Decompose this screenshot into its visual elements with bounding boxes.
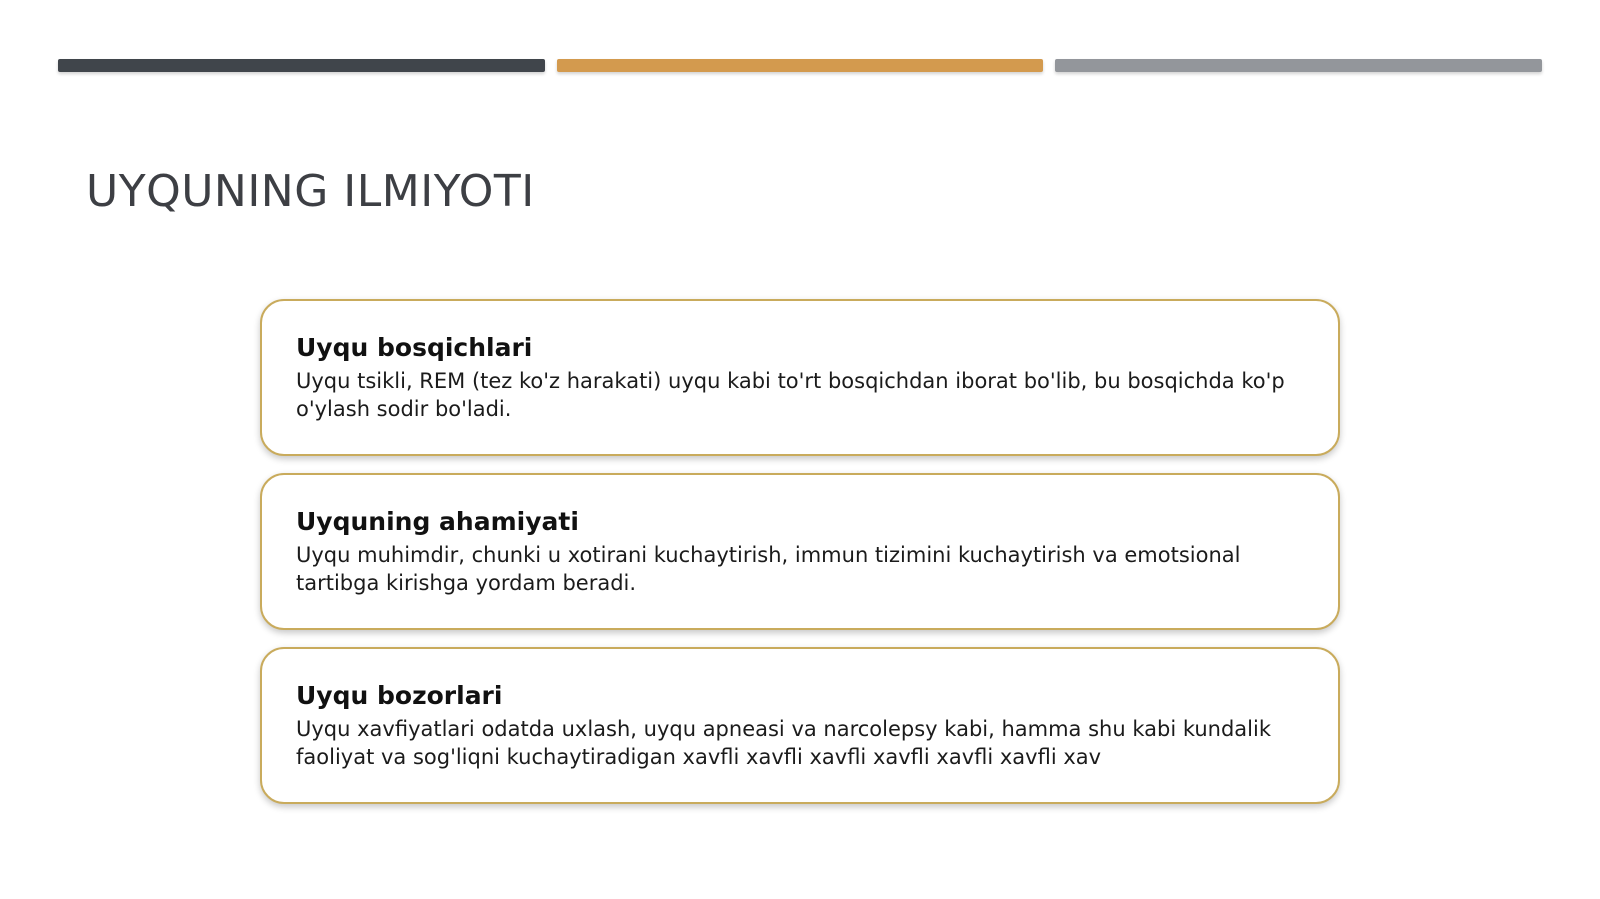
card-heading: Uyqu bosqichlari (296, 333, 533, 362)
card-sleep-disorders (260, 647, 1340, 804)
card-body: Uyqu tsikli, REM (tez ko'z harakati) uyqu kabi to'rt bosqichdan iborat bo'lib, bu bosqichda ko'p o'ylash sodir bo'ladi. (296, 369, 1285, 421)
card-heading: Uyquning ahamiyati (296, 507, 579, 536)
accent-bar-dark (58, 59, 545, 72)
card-body: Uyqu xavfiyatlari odatda uxlash, uyqu apneasi va narcolepsy kabi, hamma shu kabi kundalik faoliyat va sog'liqni kuchaytiradigan xavfli xavfli xavfli xavfli xavfli xavfli xav (296, 717, 1271, 769)
card-sleep-importance (260, 473, 1340, 630)
card-heading: Uyqu bozorlari (296, 681, 503, 710)
accent-bar-gray (1055, 59, 1542, 72)
slide-title: UYQUNING ILMIYOTI (86, 166, 535, 217)
accent-bar-orange (557, 59, 1043, 72)
card-sleep-stages (260, 299, 1340, 456)
content-cards (260, 299, 1340, 821)
card-body: Uyqu muhimdir, chunki u xotirani kuchaytirish, immun tizimini kuchaytirish va emotsional tartibga kirishga yordam beradi. (296, 543, 1241, 595)
